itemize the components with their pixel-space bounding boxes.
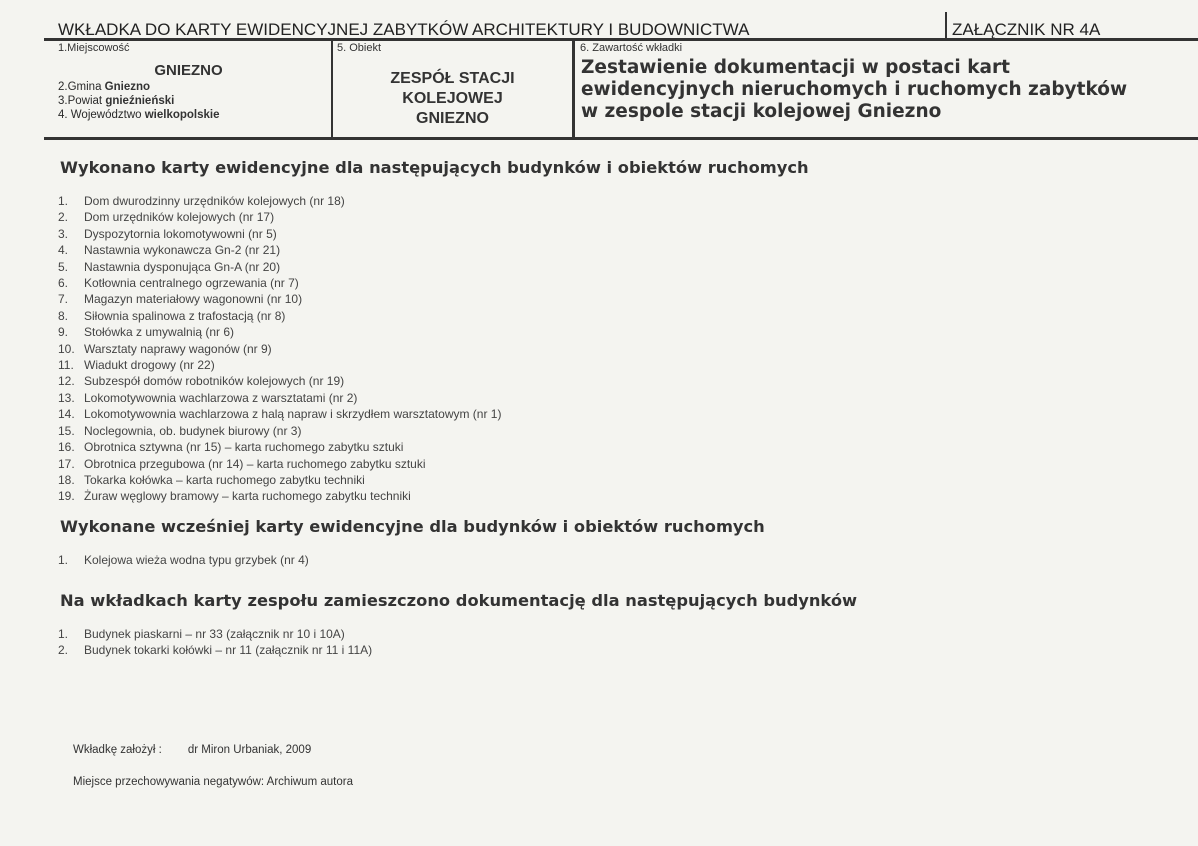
author-value: dr Miron Urbaniak, 2009 <box>187 744 312 756</box>
content-line: w zespole stacji kolejowej Gniezno <box>581 101 942 122</box>
list-item <box>58 456 501 472</box>
section-heading: Wykonano karty ewidencyjne dla następujących budynków i obiektów ruchomych <box>60 158 809 177</box>
list-item <box>58 193 501 209</box>
list-item <box>58 552 309 568</box>
list-item <box>58 357 501 373</box>
list-item <box>58 226 501 242</box>
item-text: Kolejowa wieża wodna typu grzybek (nr 4) <box>84 553 309 567</box>
item-number: 7. <box>58 292 69 307</box>
item-text: Obrotnica przegubowa (nr 14) – karta ruchomego zabytku sztuki <box>84 456 426 471</box>
item-number: 1. <box>58 194 69 208</box>
list-item <box>58 341 501 357</box>
item-number: 6. <box>58 276 69 291</box>
object-label: 5. Obiekt <box>337 42 382 54</box>
earlier-list <box>58 552 309 568</box>
section-heading: Na wkładkach karty zespołu zamieszczono dokumentację dla następujących budynków <box>60 591 858 610</box>
item-text: Dom urzędników kolejowych (nr 17) <box>84 210 275 225</box>
divider <box>945 12 947 40</box>
item-text: Warsztaty naprawy wagonów (nr 9) <box>84 341 272 356</box>
item-number: 12. <box>58 374 75 389</box>
list-item <box>58 423 501 439</box>
section-heading: Wykonane wcześniej karty ewidencyjne dla budynków i obiektów ruchomych <box>60 517 765 536</box>
item-number: 5. <box>58 259 69 274</box>
author-label: Wkładkę założył : <box>73 744 162 756</box>
insert-list <box>58 626 372 659</box>
item-text: Wiadukt drogowy (nr 22) <box>84 358 215 373</box>
list-item <box>58 439 501 455</box>
list-item <box>58 209 501 225</box>
list-item <box>58 626 372 642</box>
woj-row <box>58 109 220 121</box>
object-cell <box>333 41 575 137</box>
content-line: Zestawienie dokumentacji w postaci kart <box>581 57 1010 78</box>
storage-note: Miejsce przechowywania negatywów: Archiwum autora <box>73 776 353 788</box>
item-number: 19. <box>58 489 75 504</box>
item-text: Dyspozytornia lokomotywowni (nr 5) <box>84 226 277 241</box>
item-text: Noclegownia, ob. budynek biurowy (nr 3) <box>84 423 302 438</box>
item-text: Lokomotywownia wachlarzowa z halą napraw i skrzydłem warsztatowym (nr 1) <box>84 407 502 422</box>
item-text: Lokomotywownia wachlarzowa z warsztatami (nr 2) <box>84 390 358 405</box>
document-title: WKŁADKA DO KARTY EWIDENCYJNEJ ZABYTKÓW ARCHITEKTURY I BUDOWNICTWA <box>58 20 750 39</box>
item-text: Stołówka z umywalnią (nr 6) <box>84 325 235 340</box>
list-item <box>58 308 501 324</box>
item-number: 1. <box>58 553 69 567</box>
list-item <box>58 472 501 488</box>
powiat-row <box>58 95 174 107</box>
item-text: Żuraw węglowy bramowy – karta ruchomego zabytku techniki <box>84 489 411 504</box>
gmina-label: 2.Gmina <box>58 81 102 93</box>
list-item <box>58 373 501 389</box>
item-number: 8. <box>58 308 69 323</box>
item-number: 14. <box>58 407 75 422</box>
list-item <box>58 390 501 406</box>
item-text: Nastawnia wykonawcza Gn-2 (nr 21) <box>84 243 281 258</box>
item-number: 10. <box>58 341 75 356</box>
list-item <box>58 259 501 275</box>
powiat-label: 3.Powiat <box>58 95 103 107</box>
location-label: 1.Miejscowość <box>58 42 130 54</box>
content-label: 6. Zawartość wkładki <box>580 42 683 54</box>
location-cell <box>44 41 333 137</box>
gmina-value: Gniezno <box>104 81 151 93</box>
list-item <box>58 488 501 504</box>
list-item <box>58 642 372 658</box>
content-description <box>581 57 1127 123</box>
item-number: 9. <box>58 325 69 340</box>
annex-label: ZAŁĄCZNIK NR 4A <box>952 20 1101 39</box>
item-text: Tokarka kołówka – karta ruchomego zabytku techniki <box>84 472 365 487</box>
object-name <box>333 69 572 129</box>
list-item <box>58 291 501 307</box>
list-item <box>58 406 501 422</box>
item-number: 1. <box>58 627 69 641</box>
gmina-row <box>58 81 150 93</box>
object-line: KOLEJOWEJ <box>402 90 503 107</box>
item-number: 11. <box>58 358 74 373</box>
item-text: Budynek piaskarni – nr 33 (załącznik nr 10 i 10A) <box>84 627 345 641</box>
item-number: 15. <box>58 423 75 438</box>
content-cell <box>575 41 1198 137</box>
object-line: ZESPÓŁ STACJI <box>390 70 515 87</box>
item-text: Kotłownia centralnego ogrzewania (nr 7) <box>84 276 299 291</box>
content-line: ewidencyjnych nieruchomych i ruchomych zabytków <box>581 79 1128 100</box>
item-text: Nastawnia dysponująca Gn-A (nr 20) <box>84 259 281 274</box>
list-item <box>58 242 501 258</box>
item-number: 16. <box>58 440 75 455</box>
powiat-value: gnieźnieński <box>105 95 175 107</box>
item-text: Siłownia spalinowa z trafostacją (nr 8) <box>84 308 286 323</box>
header-table <box>44 38 1198 140</box>
item-number: 13. <box>58 390 75 405</box>
item-number: 18. <box>58 472 75 487</box>
item-text: Dom dwurodzinny urzędników kolejowych (nr 18) <box>84 194 345 208</box>
town-name: GNIEZNO <box>154 62 223 79</box>
item-text: Subzespół domów robotników kolejowych (nr 19) <box>84 374 345 389</box>
item-number: 4. <box>58 243 69 258</box>
item-number: 17. <box>58 456 75 471</box>
woj-value: wielkopolskie <box>144 109 220 121</box>
list-item <box>58 324 501 340</box>
object-line: GNIEZNO <box>416 110 489 127</box>
item-text: Budynek tokarki kołówki – nr 11 (załącznik nr 11 i 11A) <box>84 643 373 658</box>
list-item <box>58 275 501 291</box>
item-number: 3. <box>58 226 69 241</box>
item-number: 2. <box>58 643 69 658</box>
item-number: 2. <box>58 210 69 225</box>
item-text: Obrotnica sztywna (nr 15) – karta ruchomego zabytku sztuki <box>84 440 404 455</box>
building-list <box>58 193 501 505</box>
woj-label: 4. Województwo <box>58 109 142 121</box>
author-row <box>73 744 311 756</box>
item-text: Magazyn materiałowy wagonowni (nr 10) <box>84 292 303 307</box>
